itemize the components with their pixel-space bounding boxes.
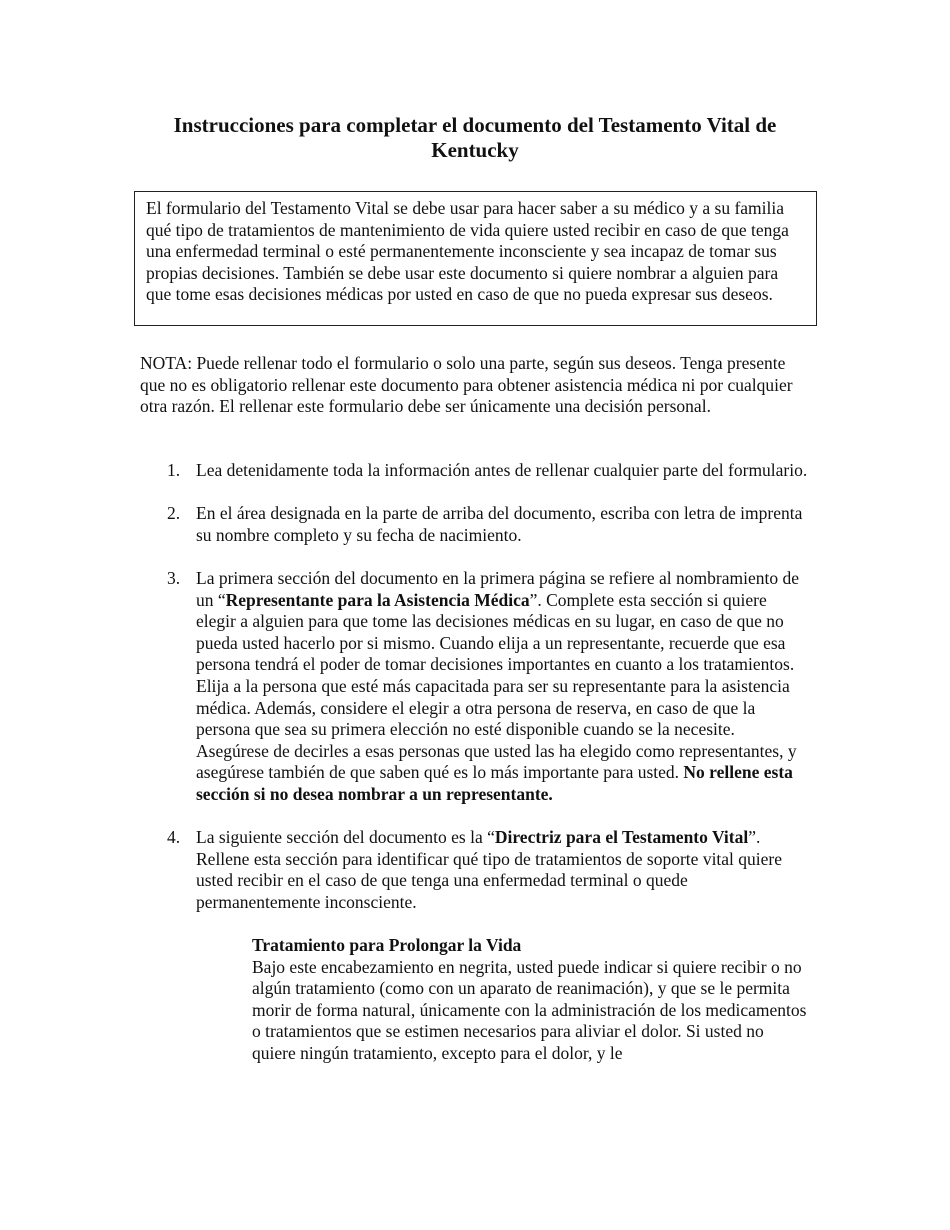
- step-text: [196, 568, 810, 806]
- intro-box: [134, 191, 817, 326]
- step-number: 2.: [167, 503, 181, 524]
- section-name-bold: Representante para la Asistencia Médica: [225, 589, 530, 610]
- subsection-heading: Tratamiento para Prolongar la Vida: [252, 935, 522, 956]
- list-item: [140, 827, 810, 1065]
- document-title: Instrucciones para completar el documento del Testamento Vital de Kentucky: [173, 113, 777, 162]
- subsection-life-prolonging: [252, 935, 807, 1065]
- list-item: [140, 503, 810, 546]
- step-text-part: ”. Rellene esta sección para identificar qué tipo de tratamientos de soporte vital quiere usted recibir en el caso de que tenga una enfermedad terminal o quede permanentemente inconsciente.: [196, 827, 783, 912]
- subsection-body: Bajo este encabezamiento en negrita, usted puede indicar si quiere recibir o no algún tratamiento (como con un aparato de reanimación), y que se le permita morir de forma natural, únicamente con la administración de los medicamentos o tratamientos que se estimen necesarios para aliviar el dolor. Si usted no quiere ningún tratamiento, excepto para el dolor, y le: [252, 956, 807, 1064]
- step-text-part: ”. Complete esta sección si quiere elegir a alguien para que tome las decisiones médicas en su lugar, en caso de que no pueda usted hacerlo por si mismo. Cuando elija a un representante, recuerde que esa persona tendrá el poder de tomar decisiones importantes en cuanto a los tratamientos. Elija a la persona que esté más capacitada para ser su representante para la asistencia médica. Además, considere el elegir a otra persona de reserva, en caso de que la persona que sea su primera elección no esté disponible cuando se la necesite. Asegúrese de decirles a esas personas que usted las ha elegido como representantes, y asegúrese también de que saben qué es lo más importante para usted.: [196, 589, 797, 783]
- instruction-list: [140, 460, 810, 1086]
- step-text: En el área designada en la parte de arriba del documento, escriba con letra de imprenta su nombre completo y su fecha de nacimiento.: [196, 503, 803, 545]
- step-number: 1.: [167, 460, 181, 480]
- step-text: [196, 827, 810, 913]
- list-item: [140, 568, 810, 806]
- warning-bold: No rellene esta sección si no desea nombrar a un representante.: [196, 762, 793, 804]
- step-text-part: La primera sección del documento en la primera página se refiere al nombramiento de un “: [196, 567, 799, 610]
- step-number: 4.: [167, 827, 181, 848]
- step-text: Lea detenidamente toda la información antes de rellenar cualquier parte del formulario.: [196, 460, 808, 480]
- section-name-bold: Directriz para el Testamento Vital: [494, 827, 749, 848]
- note-paragraph: NOTA: Puede rellenar todo el formulario o solo una parte, según sus deseos. Tenga presente que no es obligatorio rellenar este documento para obtener asistencia médica ni por cualquier otra razón. El rellenar este formulario debe ser únicamente una decisión personal.: [140, 353, 793, 417]
- list-item: [140, 460, 810, 482]
- step-text-part: La siguiente sección del documento es la “: [196, 827, 495, 848]
- intro-text: El formulario del Testamento Vital se debe usar para hacer saber a su médico y a su familia qué tipo de tratamientos de mantenimiento de vida quiere usted recibir en caso de que tenga una enfermedad terminal o esté permanentemente inconsciente y sea incapaz de tomar sus propias decisiones. También se debe usar este documento si quiere nombrar a alguien para que tome esas decisiones médicas por usted en caso de que no pueda expresar sus deseos.: [146, 198, 789, 305]
- step-number: 3.: [167, 567, 181, 588]
